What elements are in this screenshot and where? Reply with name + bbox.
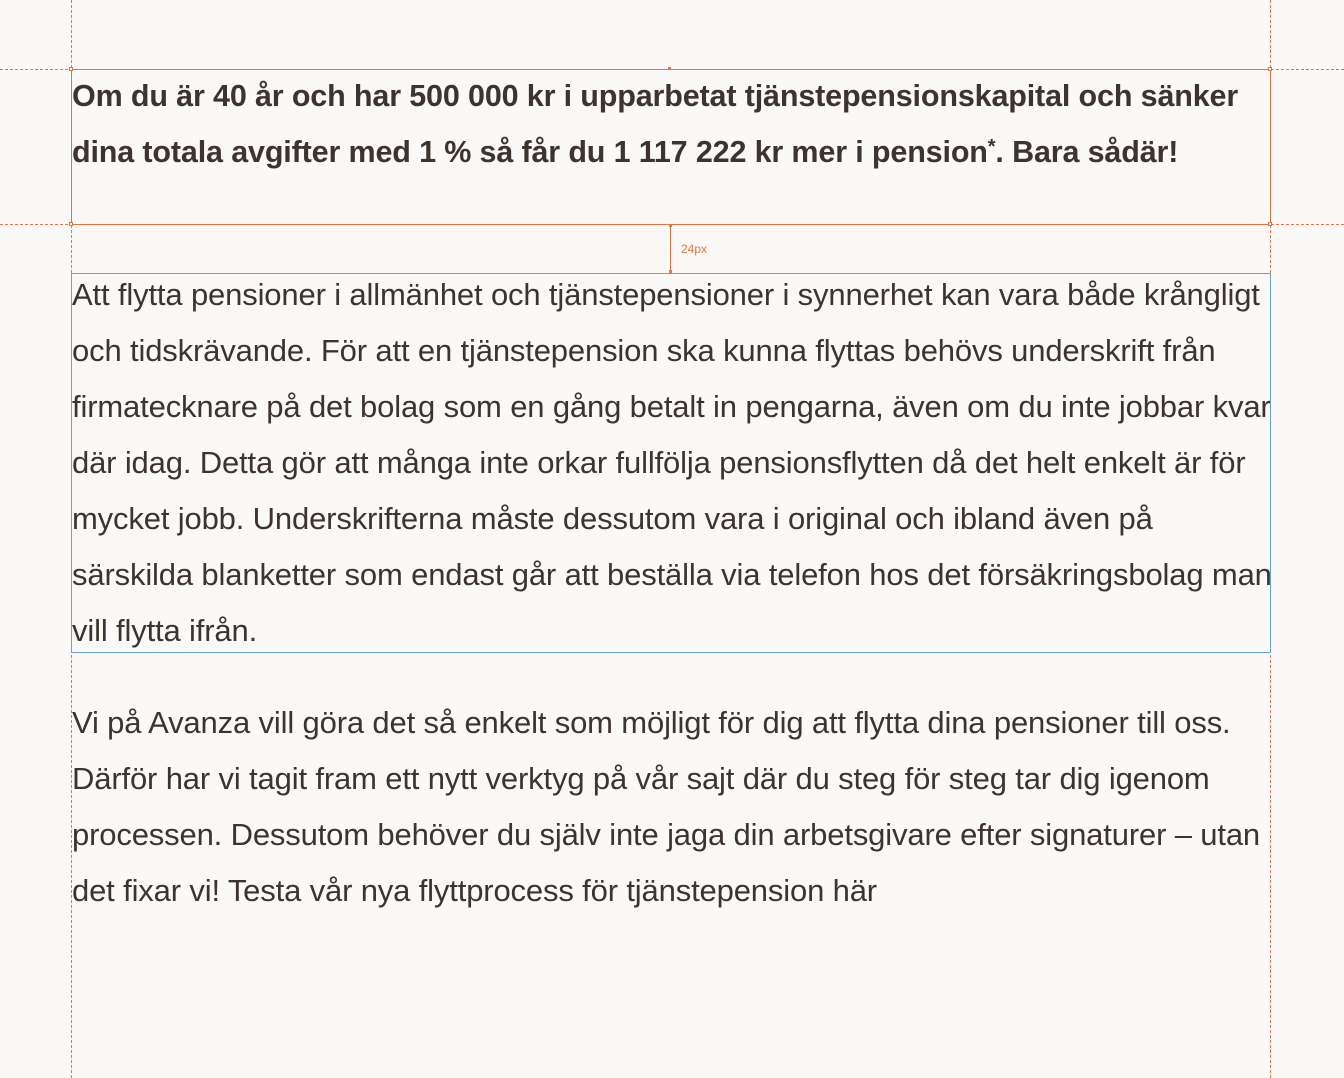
- footnote-mark: *: [987, 136, 996, 158]
- headline-suffix: . Bara sådär!: [995, 135, 1179, 169]
- headline-text: Om du är 40 år och har 500 000 kr i upparbetat tjänstepensionskapital och sänker dina totala avgifter med 1 % så får du 1 117 222 kr mer i pension: [72, 79, 1239, 169]
- spacing-label: 24px: [681, 242, 708, 256]
- spacing-measure-line: [670, 225, 671, 272]
- body-paragraph[interactable]: Att flytta pensioner i allmänhet och tjänstepensioner i synnerhet kan vara både krångligt och tidskrävande. För att en tjänstepension ska kunna flyttas behövs underskrift från firmatecknare på det bolag som en gång betalt in pengarna, även om du inte jobbar kvar där idag. Detta gör att många inte orkar fullfölja pensionsflytten då det helt enkelt är för mycket jobb. Underskrifterna måste dessutom vara i original och ibland även på särskilda blanketter som endast går att beställa via telefon hos det försäkringsbolag man vill flytta ifrån.: [72, 277, 1272, 648]
- headline[interactable]: [72, 68, 1282, 180]
- resize-handle[interactable]: [1268, 222, 1272, 226]
- body-paragraph[interactable]: Vi på Avanza vill göra det så enkelt som möjligt för dig att flytta dina pensioner till oss. Därför har vi tagit fram ett nytt verktyg på vår sajt där du steg för steg tar dig igenom processen. Dessutom behöver du själv inte jaga din arbetsgivare efter signaturer – utan det fixar vi! Testa vår nya flyttprocess för tjänstepension här: [72, 705, 1261, 908]
- resize-handle[interactable]: [69, 222, 73, 226]
- spacing-measure-cap: [669, 224, 672, 227]
